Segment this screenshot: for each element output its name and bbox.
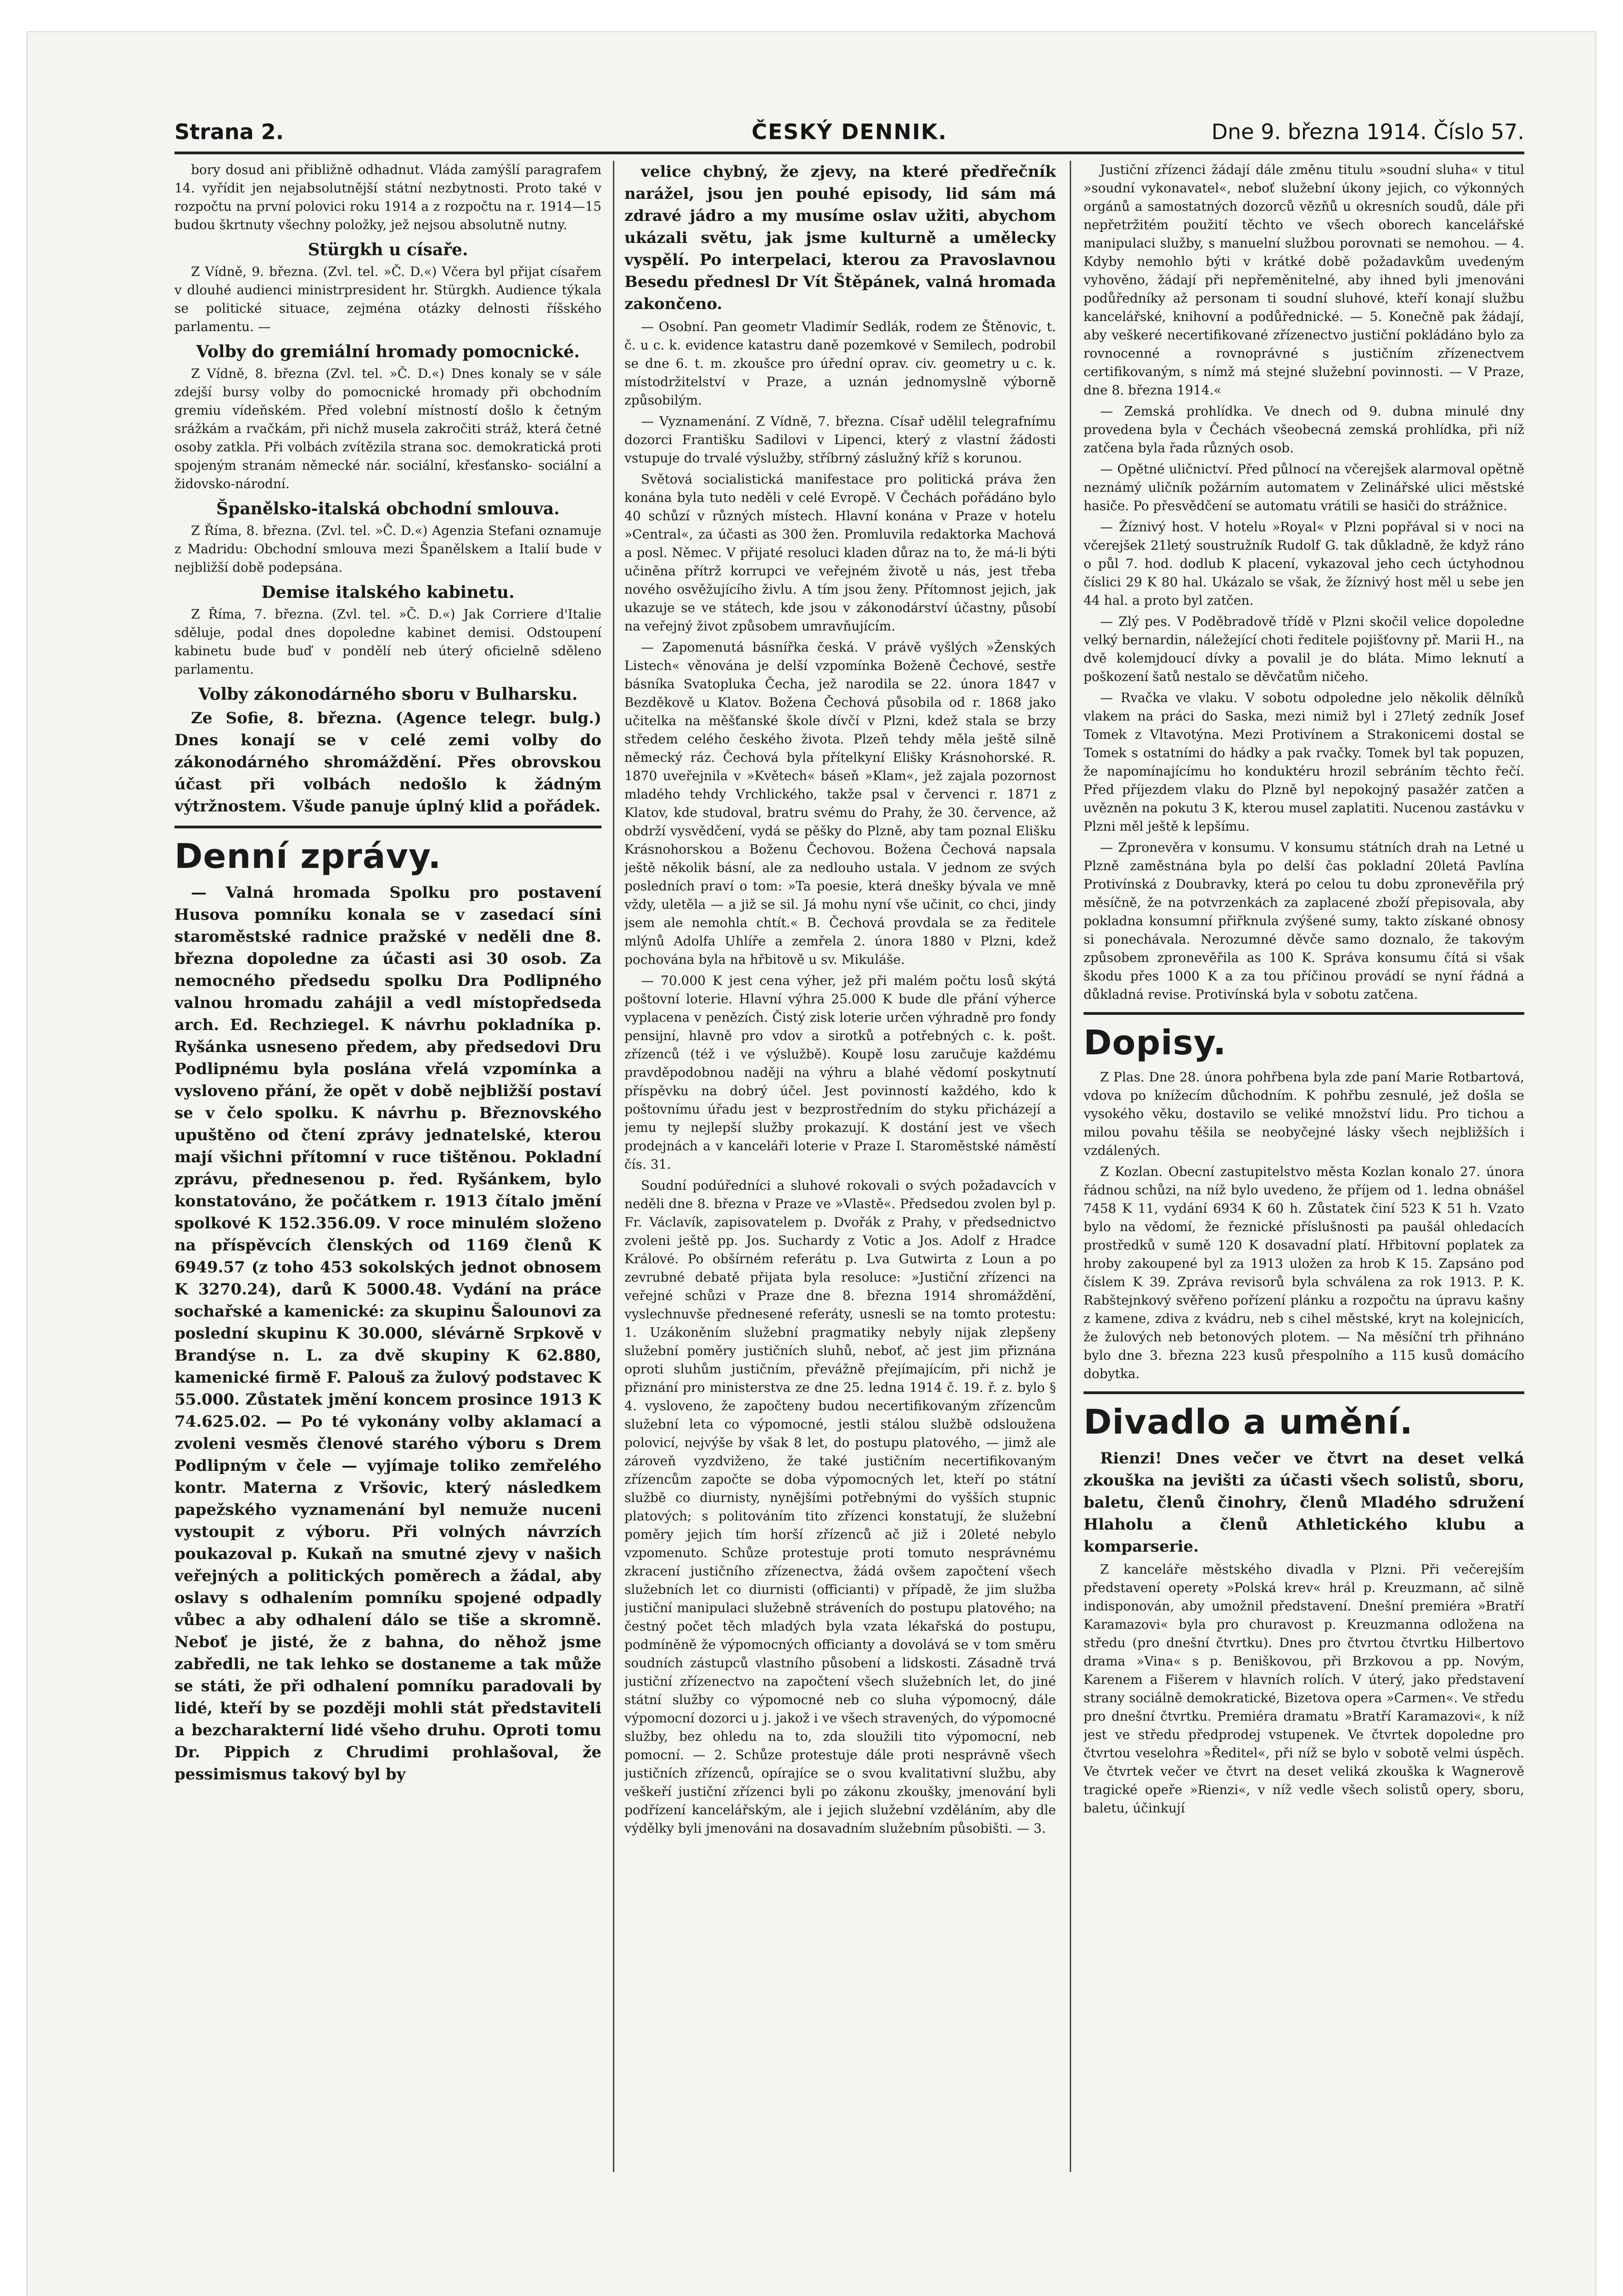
article-headline: Stürgkh u císaře. <box>308 240 468 259</box>
article-paragraph: Soudní podúředníci a sluhové rokovali o svých požadavcích v neděli dne 8. března v Praze ve »Vlastě«. Předsedou zvolen byl p. Fr. Václavík, zapisovatelem p. Dvořák z Prahy, v předsednictvo zvoleni ještě pp. Jos. Suchardy z Votic a Jos. Adolf z Hradce Králové. Po obšírném referátu p. Lva Gutwirta z Loun a po zevrubné debatě přijata byla resoluce: »Justiční zřízenci na veřejné schůzi v Praze dne 8. března 1914 shromáždění, vyslechnuvše přednesené referáty, usnesli se na tomto protestu: 1. Uzákoněním služební pragmatiky nebyly nijak zlepšeny služební poměry justičních sluhů, neboť, ač jest jim přiznána oproti sluhům justičním, převážně přejímajícím, při nichž je přiznání pro ministerstva ze dne 25. ledna 1914 č. 19. ř. z. bylo § 4. vysloveno, že započteny budou necertifikovaným zřízencům služební leta co výpomocné, jestli stálou službě odsloužena polovicí, nejvýše by však 8 let, do postupu platového, — jimž ale zároveň vyzdviženo, že také justičním necertifikovaným zřízencům započte se doba výpomocných let, kteří po státní službě co diurnisty, nynějšími potřebnými do vyšších stupnic platových; s politováním tito zřízenci konstatují, že služební poměry jejich tím horší zřízenců ač již i 20leté nebylo vzpomenuto. Schůze protestuje proti tomuto nesprávnému zkracení justičního zřízenectva, žádá ovšem započtení všech služebních let co diurnisti (officianti) v případě, že jim služba justiční manipulaci služebně stráveních do postupu platového; na čestný počet těch mladých byla vzata lékařská do postupu, podmíněně že výpomocných officianty a dovolává se v tom směru soudních zástupců vlastního působení a lidskosti. Zásadně trvá justiční zřízenectvo na započtení všech služebních let, do jiné státní služby co výpomocné neb co sluha výpomocný, dále výpomocní dozorci u j. jakož i ve všech stravených, do výpomocné služby, bez ohledu na to, zda sloužili tito výpomocní, neb pomocní. — 2. Schůze protestuje dále proti nesprávně všech justičních zřízenců, opírajíce se o svou kvalitativní službu, aby veškeří justiční zřízenci byli po zákonu zkoušky, jmenování byli podřízení kancelářským, ale i jejich služební vzděláním, aby dle výdělky byli jmenováni na dosavadním služebním působišti. — 3. <box>624 1178 1056 1836</box>
masthead <box>174 92 1524 154</box>
section-heading: Denní zprávy. <box>174 826 601 877</box>
column-3 <box>1084 161 1524 2172</box>
article-headline: Volby zákonodárného sboru v Bulharsku. <box>198 685 578 704</box>
article-paragraph: — Zemská prohlídka. Ve dnech od 9. dubna minulé dny provedena byla v Čechách všeobecná zemská prohlídka, při níž zatčena byla řada různých osob. <box>1084 404 1524 456</box>
article-paragraph: — Zlý pes. V Poděbradově třídě v Plzni skočil velice dopoledne velký bernardin, náležející choti ředitele pojišťovny př. Marii H., na dvě kolemjdoucí dívky a povalil je do bláta. Mimo leknutí a poškození šatů nestalo se děvčatům ničeho. <box>1084 614 1524 684</box>
article-headline: Španělsko-italská obchodní smlouva. <box>216 499 560 518</box>
article-paragraph: bory dosud ani přibližně odhadnut. Vláda zamýšlí paragrafem 14. vyřídit jen nejabsolutnější státní nezbytnosti. Proto také v rozpočtu na první polovici roku 1914 a z rozpočtu na r. 1914—15 budou škrtnuty všechny položky, jež nejsou absolutně nutny. <box>174 162 601 232</box>
article-paragraph: Z Říma, 8. března. (Zvl. tel. »Č. D.«) Agenzia Stefani oznamuje z Madridu: Obchodní smlouva mezi Španělskem a Italií bude v nejbližší době podepsána. <box>174 523 601 575</box>
article-paragraph: — Zpronevěra v konsumu. V konsumu státních drah na Letné u Plzně zaměstnána byla po delší čas pokladní 20letá Pavlína Protivínská z Doubravky, která po celou tu dobu zpronevěřila prý měsíčně, že na potvrzenkách za zaplacené zboží přepisovala, aby pokladna konsumní přiřknula zvýšené sumy, takto získané obnosy si ponechávala. Nerozumné děvče samo doznalo, že takovým způsobem zpronevěřila as 100 K. Správa konsumu čítá si však škodu přes 1000 K a za tou příčinou provádí se nyní řádná a důkladná revise. Protivínská byla v sobotu zatčena. <box>1084 840 1524 1002</box>
page-number: Strana 2. <box>174 119 284 144</box>
issue-date: Dne 9. března 1914. Číslo 57. <box>1211 119 1524 144</box>
article-paragraph: — 70.000 K jest cena výher, jež při malém počtu losů skýtá poštovní loterie. Hlavní výhra 25.000 K bude dle přání výherce vyplacena v penězích. Čistý zisk loterie určen výhradně pro fondy pensijní, hlavně pro vdov a sirotků a potřebných c. k. pošt. zřízenců (též i ve výslužbě). Koupě losu zaručuje každému pravděpodobnou naději na výhru a blahé vědomí poskytnutí příspěvku na dobrý účel. Jest povinností každého, kdo k poštovnímu úřadu jest v bezprostředním do styku přicházejí a jemu ty nejlepší služby prokazují. K dostání jest ve všech prodejnách a v kanceláři loterie v Praze I. Staroměstské náměstí čís. 31. <box>624 973 1056 1172</box>
article-paragraph: Z Vídně, 9. března. (Zvl. tel. »Č. D.«) Včera byl přijat císařem v dlouhé audienci ministrpresident hr. Stürgkh. Audience týkala se politické situace, zejména otázky delnosti říšského parlamentu. — <box>174 264 601 334</box>
article-paragraph: Z Plas. Dne 28. února pohřbena byla zde paní Marie Rotbartová, vdova po knížecím důchodním. K pohřbu zesnulé, jež došla se vysokého věku, dostavilo se veliké množství lidu. Pro tichou a milou povahu těšila se neobyčejné lásky všech nejbližších i vzdálených. <box>1084 1069 1524 1158</box>
article-paragraph: — Valná hromada Spolku pro postavení Husova pomníku konala se v zasedací síni staroměstské radnice pražské v neděli dne 8. března dopoledne za účasti asi 30 osob. Za nemocného předsedu spolku Dra Podlipného valnou hromadu zahájil a vedl místopředseda arch. Ed. Rechziegel. K návrhu pokladníka p. Ryšánka usneseno předem, aby předsedovi Dru Podlipnému byla poslána vřelá vzpomínka a vysloveno přání, že opět v době nejbližší postaví se v čelo spolku. K návrhu p. Březnovského upuštěno od čtení zprávy jednatelské, kterou mají všichni přítomní v ruce tištěnou. Pokladní zprávu, přednesenou p. řed. Ryšánkem, bylo konstatováno, že počátkem r. 1913 čítalo jmění spolkové K 152.356.09. V roce minulém složeno na příspěvcích členských od 1169 členů K 6949.57 (z toho 453 sokolských jednot obnosem K 3270.24), darů K 5000.48. Vydání na práce sochařské a kamenické: za skupinu Šalounovi za poslední skupinu K 30.000, slévárně Srpkově v Brandýse n. L. za dvě skupiny K 62.880, kamenické firmě F. Palouš za žulový podstavec K 55.000. Zůstatek jmění koncem prosince 1913 K 74.625.02. — Po té vykonány volby aklamací a zvoleni vesměs členové starého výboru s Drem Podlipným v čele — vyjímaje toliko zemřelého kontr. Materna z Vršovic, který následkem papežského vyznamenání byl nemuže nuceni vystoupit z výboru. Při volných návrzích poukazoval p. Kukaň na smutné zjevy v našich veřejných a politických poměrech a žádal, aby oslavy s odhalením pomníku spojené odpadly vůbec a aby odhalení dálo se tiše a skromně. Neboť je jisté, že z bahna, do něhož jsme zabředli, ne tak lehko se dostaneme a tak může se státi, že při odhalení pomníku paradovali by lidé, kteří by se později mohli stát představiteli a bezcharakterní lidé všeho druhu. Oproti tomu Dr. Pippich z Chrudimi prohlašoval, že pessimismus takový byl by <box>174 884 601 1784</box>
article-paragraph: — Žíznivý host. V hotelu »Royal« v Plzni popřával si v noci na včerejšek 21letý soustružník Rudolf G. tak důkladně, že když ráno o půl 7. hod. dodlub K placení, vykazoval jeho cech úctyhodnou číslici 29 K 80 hal. Ukázalo se však, že žíznivý host měl u sebe jen 44 hal. a proto byl zatčen. <box>1084 519 1524 608</box>
section-heading: Dopisy. <box>1084 1012 1524 1064</box>
column-2 <box>624 161 1056 2172</box>
article-headline: Volby do gremiální hromady pomocnické. <box>196 342 580 361</box>
section-heading: Divadlo a umění. <box>1084 1391 1524 1443</box>
article-paragraph: — Opětné uličnictví. Před půlnocí na včerejšek alarmoval opětně neznámý uličník požárním automatem v Zelinářské ulici městské hasiče. Po přesvědčení se automatu vrátili se hasiči do strážnice. <box>1084 461 1524 513</box>
article-paragraph: Rienzi! Dnes večer ve čtvrt na deset velká zkouška na jevišti za účasti všech solistů, sboru, baletu, členů činohry, členů Mladého sdružení Hlaholu a členů Athletického klubu a komparserie. <box>1084 1449 1524 1556</box>
newspaper-title: ČESKÝ DENNIK. <box>751 119 948 144</box>
article-paragraph: velice chybný, že zjevy, na které předřečník narážel, jsou jen pouhé episody, lid sám má zdravé jádro a my musíme oslav užiti, abychom ukázali světu, jak jsme kulturně a umělecky vyspělí. Po interpelaci, kterou za Pravoslavnou Besedu přednesl Dr Vít Štěpánek, valná hromada zakončeno. <box>624 163 1056 313</box>
article-paragraph: — Vyznamenání. Z Vídně, 7. března. Císař udělil telegrafnímu dozorci Františku Sadilovi v Lipenci, který z vlastní žádosti vstupuje do trvalé výslužby, stříbrný záslužný kříž s korunou. <box>624 414 1056 466</box>
article-paragraph: — Rvačka ve vlaku. V sobotu odpoledne jelo několik dělníků vlakem na práci do Saska, mezi nimiž byl i 27letý zedník Josef Tomek z Vltavotýna. Mezi Protivínem a Strakonicemi dostal se Tomek s ostatními do hádky a pak rvačky. Tomek byl tak popuzen, že napomínajícímu ho konduktéru hrozil sebráním těchto řečí. Před příjezdem vlaku do Plzně byl nepokojný pasažér zatčen a uvězněn na pokutu 3 K, kterou musel zaplatiti. Nucenou zastávku v Plzni měl ještě k lepšímu. <box>1084 690 1524 834</box>
article-paragraph: — Zapomenutá básnířka česká. V právě vyšlých »Ženských Listech« věnována je delší vzpomínka Boženě Čechové, sestře básníka Svatopluka Čecha, jež narodila se 22. února 1847 v Bezděkově u Klatov. Božena Čechová působila od r. 1868 jako učitelka na měšťanské škole dívčí v Plzni, kdež stala se brzy středem celého českého života. Plzeň tehdy měla ještě silně německý ráz. Čechová byla přítelkyní Elišky Krásnohorské. R. 1870 uveřejnila v »Květech« báseň »Klam«, jež zajala pozornost mladého tehdy Vrchlického, takže psal v červenci r. 1871 z Klatov, kde studoval, bratru svému do Prahy, že 30. července, až obdrží vysvědčení, vydá se pěšky do Plzně, aby tam poznal Elišku Krásnohorskou a Boženu Čechovou. Božena Čechová napsala ještě několik básní, ale za nedlouho ustala. V jednom ze svých posledních praví o tom: »Ta poesie, která dnešky bývala ve mně vždy, uletěla — a již se sil. Já mohu nyní vše učinit, co chci, jindy jsem ale nemohla chtít.« B. Čechová provdala se za ředitele mlýnů Adolfa Uhlíře a zemřela 2. února 1880 v Plzni, kdež pochována byla na hřbitově u sv. Mikuláše. <box>624 640 1056 967</box>
article-paragraph: Z Říma, 7. března. (Zvl. tel. »Č. D.«) Jak Corriere d'Italie sděluje, podal dnes dopoledne kabinet demisi. Odstoupení kabinetu bude buď v pondělí neb úterý oficielně sděleno parlamentu. <box>174 607 601 677</box>
article-headline: Demise italského kabinetu. <box>261 583 515 602</box>
article-paragraph: Z Vídně, 8. března (Zvl. tel. »Č. D.«) Dnes konaly se v sále zdejší bursy volby do pomocnické hromady při obchodním gremiu vídeňském. Před volební místností došlo k četným srážkám a rvačkám, při nichž musela zakročiti stráž, která četné osoby zatkla. Při volbách zvítězila strana soc. demokratická proti spojeným stranám německé nár. sociální, křesťansko- sociální a židovsko-národní. <box>174 366 601 491</box>
article-paragraph: — Osobní. Pan geometr Vladimír Sedlák, rodem ze Štěnovic, t. č. u c. k. evidence katastru daně pozemkové v Semilech, podrobil se dne 6. t. m. zkoušce pro úřední oprav. civ. geometry u c. k. místodržitelství v Praze, a uznán jednomyslně výborně způsobilým. <box>624 319 1056 408</box>
column-rule <box>613 161 614 2172</box>
article-paragraph: Z kanceláře městského divadla v Plzni. Při večerejším představení operety »Polská krev« hrál p. Kreuzmann, ač silně indisponován, aby umožnil představení. Dnešní premiéra »Bratří Karamazovi« byla pro churavost p. Kreuzmanna odložena na středu (pro dnešní čtvrtku). Dnes pro čtvrtou čtvrtku Hilbertovo drama »Vina« s p. Beniškovou, při Brzkovou a pp. Novým, Karenem a Fišerem v hlavních rolích. V úterý, jako představení strany sociálně demokratické, Bizetova opera »Carmen«. Ve středu pro dnešní čtvrtku. Premiéra dramatu »Bratří Karamazovi«, k níž jest ve středu předprodej vstupenek. Ve čtvrtek dopoledne pro čtvrtou veselohra »Ředitel«, při níž se bylo v sobotě velmi úspěch. Ve čtvrtek večer ve čtvrt na deset veliká zkouška k Wagnerově tragické opeře »Rienzi«, v níž vedle všech solistů opery, sboru, baletu, účinkují <box>1084 1562 1524 1816</box>
column-rule <box>1070 161 1071 2172</box>
article-paragraph: Světová socialistická manifestace pro politická práva žen konána byla tuto neděli v celé Evropě. V Čechách pořádáno bylo 40 schůzí v různých místech. Hlavní konána v Praze v hotelu »Central«, za účasti as 300 žen. Promluvila redaktorka Machová a posl. Němec. V přijaté resoluci kladen důraz na to, že má-li býti učiněna přítrž korrupci ve veřejném životě u nás, jest třeba nového osvěžujícího živlu. A tím jsou ženy. Přítomnost jejich, jak ukazuje se ve státech, kde jsou v zákonodárství účastny, působí na veřejný život způsobem umravňujícím. <box>624 472 1056 634</box>
column-1 <box>174 161 601 2172</box>
article-paragraph: Justiční zřízenci žádají dále změnu titulu »soudní sluha« v titul »soudní vykonavatel«, neboť služební úkony jejich, co výkonných orgánů a samostatných dozorců vězňů u okresních soudů, dále při nepřetržitém použití těchto ve všech oborech kancelářské manipulaci služby, s manuelní službou porovnati se nemohou. — 4. Kdyby nemohlo býti v krátké době požadavkům uvedeným vyhověno, žádají při nepřeměnitelné, aby ihned byli jmenováni podůředníky až personam ti soudní sluhové, kteří konají službu kancelářské, knihovní a podůřednické. — 5. Konečně pak žádají, aby veškeré necertifikované zřízenectvo justiční pokládáno bylo za rovnocenné a rovnoprávné s justičním zřízenectvem certifikovaným, s nímž má stejné služební povinnosti. — V Praze, dne 8. března 1914.« <box>1084 162 1524 398</box>
article-paragraph: Ze Sofie, 8. března. (Agence telegr. bulg.) Dnes konají se v celé zemi volby do zákonodárného shromáždění. Přes obrovskou účast při volbách nedošlo k žádným výtržnostem. Všude panuje úplný klid a pořádek. <box>174 709 601 816</box>
article-paragraph: Z Kozlan. Obecní zastupitelstvo města Kozlan konalo 27. února řádnou schůzi, na níž bylo uvedeno, že příjem od 1. ledna obnášel 7458 K 11, vydání 6934 K 60 h. Zůstatek činí 523 K 51 h. Vzato bylo na vědomí, že řeznické příslušnosti pa paušál ohledacích prostředků v sumě 120 K dosavadní platí. Hřbitovní poplatek za hroby zakoupené byl za 1913 uložen za hrob K 15. Zapsáno pod číslem K 39. Zpráva revisorů byla schválena za rok 1913. P. K. Rabštejnkový svěřeno pořízení plánku a rozpočtu na úpravu kašny z kamene, zdiva z kvádru, neb s cihel městské, kryt na kolejnicích, že žulových neb betonových plotem. — Na měsíční trh přihnáno bylo dne 3. března 223 kusů přespolního a 115 kusů domácího dobytka. <box>1084 1164 1524 1381</box>
